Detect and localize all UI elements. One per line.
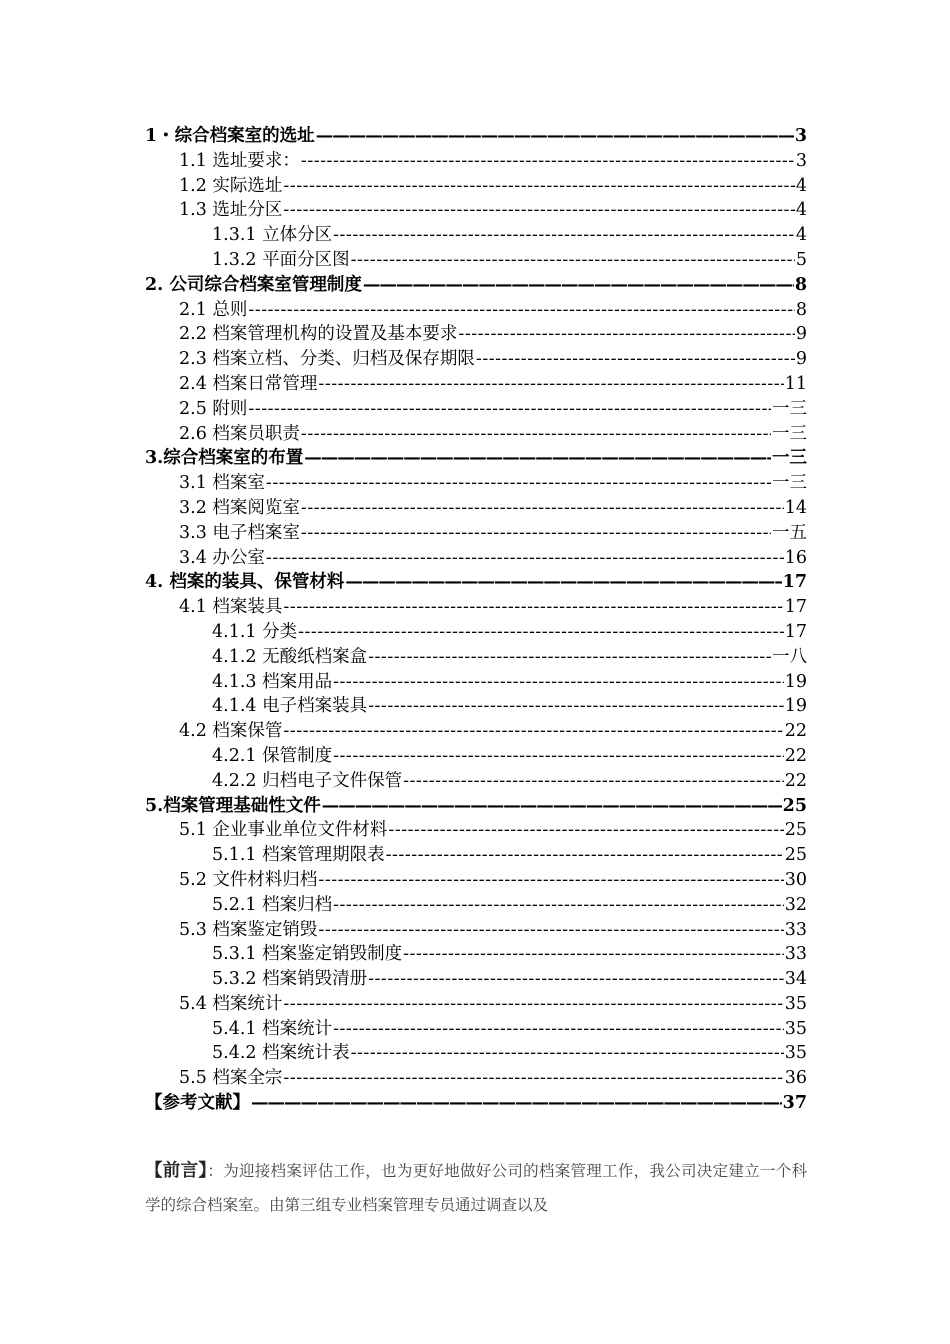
toc-entry-label: 5.3.1 档案鉴定销毁制度 bbox=[212, 944, 403, 965]
toc-leader-dashes bbox=[266, 546, 784, 571]
toc-leader-dashes bbox=[333, 744, 784, 769]
toc-entry-page: 37 bbox=[782, 1093, 807, 1114]
toc-leader-dashes bbox=[388, 818, 783, 843]
toc-leader-dashes bbox=[351, 248, 795, 273]
toc-entry[interactable] bbox=[145, 496, 807, 521]
toc-entry-page: 一三 bbox=[772, 423, 807, 444]
toc-entry[interactable] bbox=[145, 347, 807, 372]
toc-entry[interactable] bbox=[145, 769, 807, 794]
toc-entry-label: 2.1 总则 bbox=[179, 299, 248, 320]
toc-entry-page: 33 bbox=[784, 944, 807, 965]
toc-entry-page: 4 bbox=[795, 225, 807, 246]
toc-leader-dashes bbox=[476, 347, 795, 372]
toc-entry-page: 9 bbox=[795, 349, 807, 370]
toc-entry-label: 5.档案管理基础性文件 bbox=[145, 795, 321, 816]
toc-entry-page: 25 bbox=[782, 795, 807, 816]
toc-entry[interactable] bbox=[145, 1017, 807, 1042]
toc-entry-label: 2.4 档案日常管理 bbox=[179, 373, 318, 394]
toc-entry-page: 30 bbox=[784, 869, 807, 890]
toc-entry[interactable] bbox=[145, 322, 807, 347]
toc-leader-dashes bbox=[386, 843, 784, 868]
toc-entry-page: 5 bbox=[795, 249, 807, 270]
toc-entry[interactable] bbox=[145, 248, 807, 273]
toc-leader-dashes bbox=[283, 719, 783, 744]
toc-leader-dashes bbox=[301, 149, 795, 174]
toc-entry-page: 一三 bbox=[772, 473, 807, 494]
toc-leader-dashes bbox=[301, 422, 771, 447]
toc-leader-dashes bbox=[301, 496, 784, 521]
toc-leader-dashes bbox=[266, 471, 771, 496]
toc-entry-label: 3.1 档案室 bbox=[179, 473, 265, 494]
toc-leader-dashes bbox=[458, 322, 794, 347]
toc-entry-label: 4. 档案的装具、保管材料 bbox=[145, 572, 345, 593]
toc-entry[interactable] bbox=[145, 645, 807, 670]
toc-entry-page: 19 bbox=[784, 671, 807, 692]
toc-entry-label: 1.3.2 平面分区图 bbox=[212, 249, 350, 270]
toc-leader-dashes bbox=[283, 1066, 783, 1091]
toc-entry-page: 8 bbox=[795, 299, 807, 320]
toc-entry[interactable] bbox=[145, 149, 807, 174]
toc-entry-page: 17 bbox=[782, 572, 807, 593]
toc-entry-label: 【参考文献】 bbox=[145, 1093, 250, 1114]
toc-leader-dashes bbox=[368, 694, 784, 719]
toc-entry-label: 5.2 文件材料归档 bbox=[179, 869, 318, 890]
toc-entry-page: 一三 bbox=[772, 448, 807, 469]
toc-entry-label: 5.4.1 档案统计 bbox=[212, 1018, 333, 1039]
toc-entry-label: 4.1.3 档案用品 bbox=[212, 671, 333, 692]
toc-entry[interactable] bbox=[145, 570, 807, 595]
toc-entry-page: 14 bbox=[784, 497, 807, 518]
toc-entry-label: 5.5 档案全宗 bbox=[179, 1068, 283, 1089]
toc-entry-page: 32 bbox=[784, 894, 807, 915]
toc-leader-dashes bbox=[283, 174, 794, 199]
toc-entry-label: 4.2.2 归档电子文件保管 bbox=[212, 770, 403, 791]
toc-leader-dashes bbox=[283, 198, 794, 223]
toc-entry[interactable] bbox=[145, 1091, 807, 1116]
toc-entry[interactable] bbox=[145, 521, 807, 546]
toc-entry[interactable] bbox=[145, 1066, 807, 1091]
toc-leader-dashes bbox=[403, 769, 784, 794]
toc-entry-label: 1.3.1 立体分区 bbox=[212, 225, 333, 246]
toc-leader-dashes bbox=[403, 942, 784, 967]
toc-entry[interactable] bbox=[145, 422, 807, 447]
toc-entry-page: 36 bbox=[784, 1068, 807, 1089]
toc-entry-label: 5.1.1 档案管理期限表 bbox=[212, 845, 385, 866]
toc-entry-label: 4.1.1 分类 bbox=[212, 621, 298, 642]
toc-entry[interactable] bbox=[145, 893, 807, 918]
toc-entry-page: 35 bbox=[784, 1043, 807, 1064]
toc-entry-page: 22 bbox=[784, 745, 807, 766]
toc-entry[interactable] bbox=[145, 918, 807, 943]
toc-entry-page: 一八 bbox=[772, 646, 807, 667]
toc-leader-dashes bbox=[248, 397, 771, 422]
toc-entry[interactable] bbox=[145, 719, 807, 744]
toc-entry-label: 5.3.2 档案销毁清册 bbox=[212, 969, 368, 990]
toc-leader-dashes bbox=[351, 1041, 784, 1066]
toc-leader-dashes bbox=[248, 298, 794, 323]
toc-entry[interactable] bbox=[145, 223, 807, 248]
toc-entry[interactable] bbox=[145, 174, 807, 199]
toc-entry[interactable] bbox=[145, 372, 807, 397]
toc-leader-dashes bbox=[333, 223, 795, 248]
toc-entry-page: 35 bbox=[784, 1018, 807, 1039]
toc-leader-dashes bbox=[368, 967, 784, 992]
toc-leader-dashes bbox=[333, 893, 784, 918]
toc-entry[interactable] bbox=[145, 198, 807, 223]
toc-leader-dashes bbox=[318, 372, 783, 397]
toc-entry[interactable] bbox=[145, 744, 807, 769]
toc-entry-label: 2. 公司综合档案室管理制度 bbox=[145, 274, 362, 295]
toc-entry-page: 16 bbox=[784, 547, 807, 568]
toc-entry[interactable] bbox=[145, 124, 807, 149]
toc-entry-page: 35 bbox=[784, 993, 807, 1014]
toc-leader-dashes bbox=[301, 521, 771, 546]
toc-entry-page: 22 bbox=[784, 721, 807, 742]
toc-entry[interactable] bbox=[145, 546, 807, 571]
toc-leader-dashes bbox=[333, 1017, 784, 1042]
toc-entry-page: 17 bbox=[784, 597, 807, 618]
toc-entry-page: 33 bbox=[784, 919, 807, 940]
toc-entry-page: 11 bbox=[784, 373, 807, 394]
toc-entry-label: 4.1.2 无酸纸档案盒 bbox=[212, 646, 368, 667]
toc-entry-label: 1.3 选址分区 bbox=[179, 200, 283, 221]
toc-entry-label: 1・综合档案室的选址 bbox=[145, 126, 315, 146]
toc-entry-label: 2.5 附则 bbox=[179, 398, 248, 419]
toc-entry[interactable] bbox=[145, 868, 807, 893]
toc-entry[interactable] bbox=[145, 694, 807, 719]
toc-leader-dashes bbox=[333, 670, 784, 695]
toc-entry-page: 17 bbox=[784, 621, 807, 642]
toc-entry[interactable] bbox=[145, 397, 807, 422]
toc-entry-label: 5.4.2 档案统计表 bbox=[212, 1043, 350, 1064]
toc-entry[interactable] bbox=[145, 273, 807, 298]
toc-entry-page: 25 bbox=[784, 820, 807, 841]
toc-entry-label: 4.2.1 保管制度 bbox=[212, 745, 333, 766]
toc-entry-label: 3.3 电子档案室 bbox=[179, 522, 300, 543]
toc-entry-page: 25 bbox=[784, 845, 807, 866]
toc-entry-page: 9 bbox=[795, 324, 807, 345]
toc-entry-label: 1.2 实际选址 bbox=[179, 175, 283, 196]
toc-entry-label: 1.1 选址要求： bbox=[179, 150, 300, 171]
toc-entry[interactable] bbox=[145, 794, 807, 819]
toc-leader-dashes bbox=[322, 794, 782, 819]
toc-entry-label: 3.2 档案阅览室 bbox=[179, 497, 300, 518]
toc-entry[interactable] bbox=[145, 670, 807, 695]
preface-text: ：为迎接档案评估工作，也为更好地做好公司的档案管理工作，我公司决定建立一个科学的综合档案室。由第三组专业档案管理专员通过调查以及 bbox=[145, 1162, 807, 1214]
toc-leader-dashes bbox=[283, 992, 783, 1017]
table-of-contents bbox=[145, 124, 807, 1116]
toc-leader-dashes bbox=[304, 446, 771, 471]
toc-leader-dashes bbox=[318, 868, 783, 893]
toc-entry-page: 22 bbox=[784, 770, 807, 791]
toc-entry-page: 8 bbox=[794, 274, 807, 295]
toc-entry-label: 3.综合档案室的布置 bbox=[145, 448, 304, 469]
toc-entry-page: 一三 bbox=[772, 398, 807, 419]
toc-entry-label: 4.2 档案保管 bbox=[179, 721, 283, 742]
toc-entry[interactable] bbox=[145, 471, 807, 496]
toc-entry-label: 2.2 档案管理机构的设置及基本要求 bbox=[179, 324, 458, 345]
toc-leader-dashes bbox=[345, 570, 781, 595]
toc-entry-page: 4 bbox=[795, 175, 807, 196]
toc-leader-dashes bbox=[283, 595, 783, 620]
toc-leader-dashes bbox=[368, 645, 771, 670]
preface-paragraph bbox=[145, 1154, 807, 1222]
toc-entry[interactable] bbox=[145, 595, 807, 620]
toc-entry-label: 4.1 档案装具 bbox=[179, 597, 283, 618]
toc-leader-dashes bbox=[251, 1091, 782, 1116]
toc-entry-label: 2.6 档案员职责 bbox=[179, 423, 300, 444]
toc-entry[interactable] bbox=[145, 620, 807, 645]
toc-entry[interactable] bbox=[145, 992, 807, 1017]
toc-entry-label: 5.1 企业事业单位文件材料 bbox=[179, 820, 388, 841]
toc-entry[interactable] bbox=[145, 942, 807, 967]
toc-entry-label: 5.2.1 档案归档 bbox=[212, 894, 333, 915]
toc-leader-dashes bbox=[298, 620, 784, 645]
toc-entry-label: 5.4 档案统计 bbox=[179, 993, 283, 1014]
toc-entry[interactable] bbox=[145, 298, 807, 323]
toc-entry-label: 4.1.4 电子档案装具 bbox=[212, 696, 368, 717]
toc-entry-page: 3 bbox=[795, 150, 807, 171]
toc-entry-page: 一五 bbox=[772, 522, 807, 543]
toc-entry-page: 3 bbox=[794, 126, 807, 146]
toc-entry-page: 4 bbox=[795, 200, 807, 221]
toc-entry[interactable] bbox=[145, 818, 807, 843]
toc-entry[interactable] bbox=[145, 1041, 807, 1066]
toc-entry-label: 3.4 办公室 bbox=[179, 547, 265, 568]
toc-entry-page: 19 bbox=[784, 696, 807, 717]
preface-heading: 【前言】 bbox=[145, 1161, 208, 1181]
toc-entry-label: 2.3 档案立档、分类、归档及保存期限 bbox=[179, 349, 475, 370]
toc-entry[interactable] bbox=[145, 843, 807, 868]
toc-leader-dashes bbox=[363, 273, 794, 298]
toc-entry-page: 34 bbox=[784, 969, 807, 990]
toc-leader-dashes bbox=[316, 124, 794, 149]
toc-entry[interactable] bbox=[145, 967, 807, 992]
toc-leader-dashes bbox=[318, 918, 783, 943]
toc-entry-label: 5.3 档案鉴定销毁 bbox=[179, 919, 318, 940]
toc-entry[interactable] bbox=[145, 446, 807, 471]
